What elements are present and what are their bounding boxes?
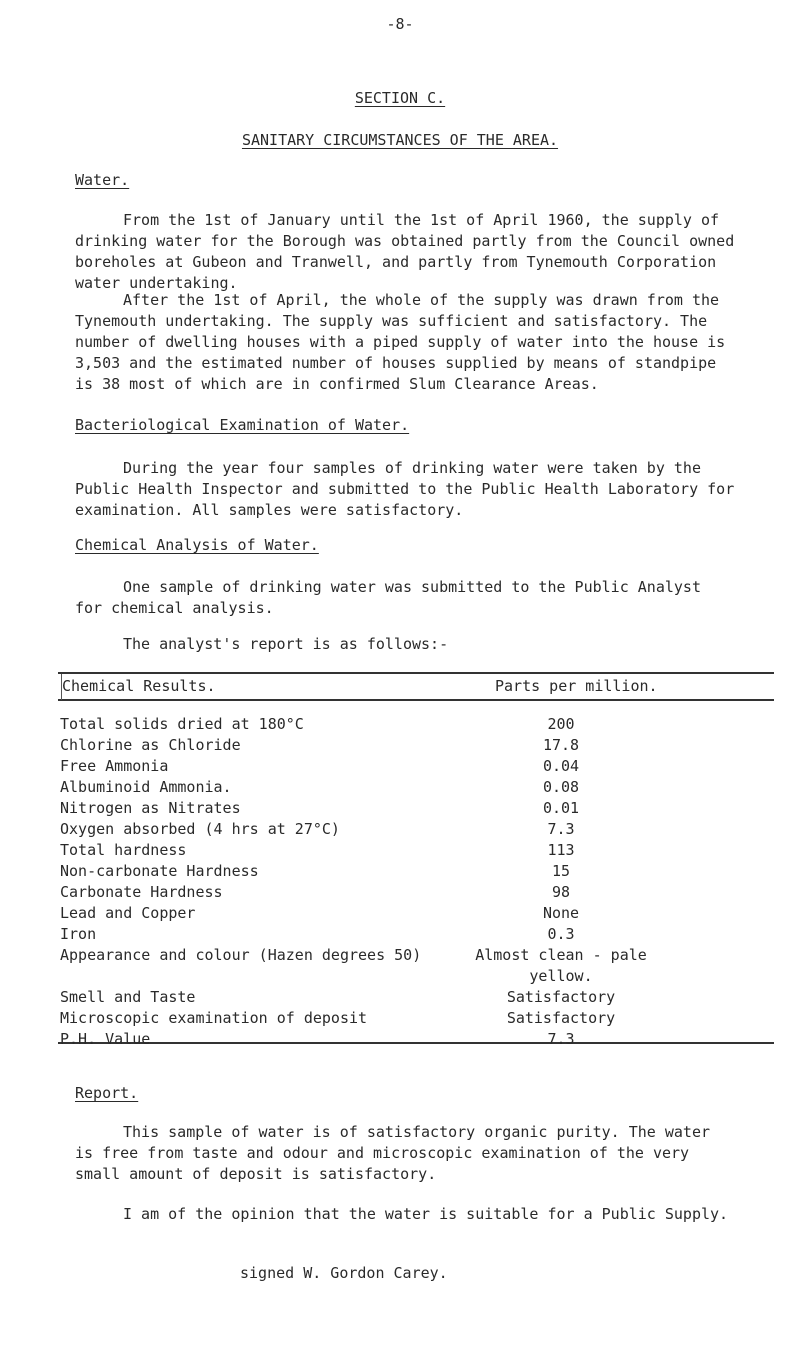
table-row (40, 987, 756, 1008)
bacteriological-heading: Bacteriological Examination of Water. (75, 416, 410, 434)
column-header-parts-per-million: Parts per million. (495, 677, 658, 695)
chemical-heading: Chemical Analysis of Water. (75, 536, 319, 554)
water-heading: Water. (75, 171, 130, 189)
report-paragraph-1: This sample of water is of satisfactory organic purity. The water is free from taste and odour and microscopic examination of the very small amount of deposit is satisfactory. (75, 1123, 710, 1183)
result-name: Chlorine as Chloride (60, 736, 241, 754)
table-row (40, 798, 756, 819)
result-name: P.H. Value (60, 1030, 151, 1048)
result-value: 7.3 (547, 820, 575, 838)
result-name: Carbonate Hardness (60, 883, 223, 901)
bacteriological-paragraph: During the year four samples of drinking water were taken by the Public Health Inspector and submitted to the Public Health Laboratory for examination. All samples were satisfactory. (75, 459, 735, 519)
column-header-chemical-results: Chemical Results. (62, 677, 216, 695)
section-title: SECTION C. (354, 89, 446, 107)
report-heading: Report. (75, 1084, 139, 1102)
result-value: 0.01 (542, 799, 580, 817)
result-name: Non-carbonate Hardness (60, 862, 259, 880)
result-value: 15 (551, 862, 571, 880)
result-value: 0.08 (542, 778, 580, 796)
table-row (40, 861, 756, 882)
table-row (40, 882, 756, 903)
table-row (40, 1008, 756, 1029)
result-name: Nitrogen as Nitrates (60, 799, 241, 817)
result-value: 17.8 (542, 736, 580, 754)
result-value: Satisfactory (506, 1009, 616, 1027)
result-value: Satisfactory (506, 988, 616, 1006)
table-row (40, 714, 756, 735)
table-row (40, 819, 756, 840)
chemical-paragraph: One sample of drinking water was submitted to the Public Analyst for chemical analysis. (75, 578, 701, 617)
result-value: Almost clean - pale (475, 946, 647, 964)
table-row (40, 966, 756, 987)
table-row (40, 1029, 756, 1050)
result-value: None (542, 904, 580, 922)
table-row (40, 903, 756, 924)
result-value: 0.3 (547, 925, 575, 943)
table-header-rule (58, 699, 774, 701)
result-value: 98 (551, 883, 571, 901)
result-name: Microscopic examination of deposit (60, 1009, 368, 1027)
page-number: -8- (386, 15, 414, 33)
result-value: 200 (547, 715, 575, 733)
result-name: Appearance and colour (Hazen degrees 50) (60, 946, 422, 964)
result-value: 7.3 (547, 1030, 575, 1048)
result-name: Total solids dried at 180°C (60, 715, 304, 733)
table-row (40, 945, 756, 966)
result-name: Oxygen absorbed (4 hrs at 27°C) (60, 820, 340, 838)
table-row (40, 735, 756, 756)
result-name: Total hardness (60, 841, 187, 859)
table-row (40, 756, 756, 777)
water-paragraph-1: From the 1st of January until the 1st of April 1960, the supply of drinking water for the Borough was obtained partly from the Council owned boreholes at Gubeon and Tranwell, and partly from Tynemouth Corporation water undertaking. (75, 211, 735, 292)
result-name: Albuminoid Ammonia. (60, 778, 232, 796)
result-value-continued: yellow. (529, 967, 593, 985)
water-paragraph-2: After the 1st of April, the whole of the supply was drawn from the Tynemouth undertaking. The supply was sufficient and satisfactory. The number of dwelling houses with a piped supply of water into the house is 3,503 and the estimated number of houses supplied by means of standpipe is 38 most of which are in confirmed Slum Clearance Areas. (75, 291, 726, 393)
result-name: Lead and Copper (60, 904, 196, 922)
result-name: Free Ammonia (60, 757, 169, 775)
section-subtitle: SANITARY CIRCUMSTANCES OF THE AREA. (241, 131, 559, 149)
table-row (40, 840, 756, 861)
result-name: Iron (60, 925, 97, 943)
signature: signed W. Gordon Carey. (240, 1264, 448, 1282)
table-row (40, 777, 756, 798)
table-row (40, 924, 756, 945)
result-value: 113 (547, 841, 575, 859)
report-paragraph-2: I am of the opinion that the water is suitable for a Public Supply. (123, 1205, 729, 1223)
result-value: 0.04 (542, 757, 580, 775)
result-name: Smell and Taste (60, 988, 196, 1006)
table-top-rule (58, 672, 774, 674)
chemical-intro: The analyst's report is as follows:- (123, 635, 449, 653)
